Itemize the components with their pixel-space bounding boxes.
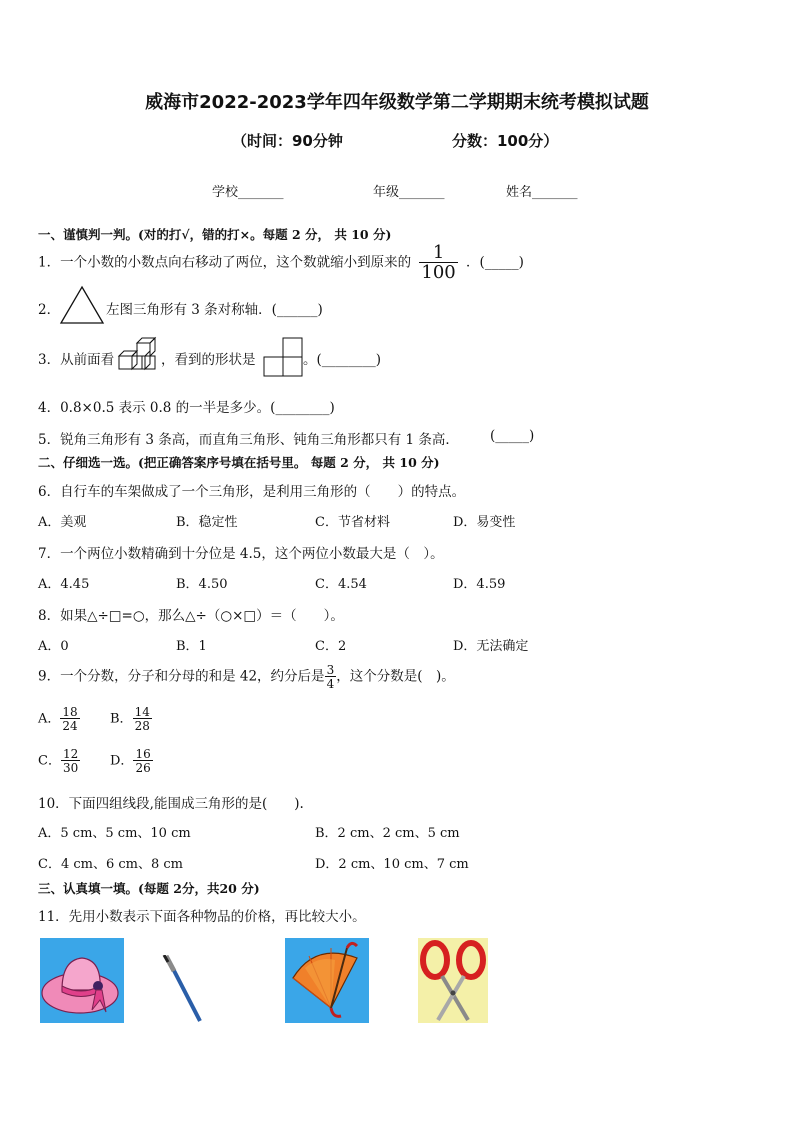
brush-picture: [162, 955, 206, 1025]
question-2-text: 左图三角形有 3 条对称轴．(______): [106, 302, 323, 318]
section-1-heading: 一、谨慎判一判。(对的打√，错的打×。每题 2 分， 共 10 分): [38, 227, 392, 242]
hat-picture: [40, 938, 124, 1023]
page-title: 威海市2022-2023学年四年级数学第二学期期末统考模拟试题: [145, 92, 649, 113]
q8-option-d: D．无法确定: [453, 639, 529, 654]
q8-option-c: C．2: [315, 639, 347, 654]
q7-option-d: D．4.59: [453, 577, 506, 592]
q7-option-b: B．4.50: [176, 577, 228, 592]
question-3-prefix: 3．从前面看: [38, 352, 115, 368]
triangle-figure: [59, 285, 105, 325]
grade-field: 年级_______: [373, 185, 445, 200]
fraction-denominator: 30: [62, 761, 79, 775]
exam-score: 分数：100分）: [452, 132, 559, 150]
question-7: 7．一个两位小数精确到十分位是 4.5，这个两位小数最大是（ ）。: [38, 546, 444, 562]
question-8: 8．如果△÷□=○，那么△÷（○×□）＝（ ）。: [38, 608, 344, 624]
question-1: [38, 244, 524, 282]
q9-option-c: [38, 748, 80, 774]
q6-option-c: C．节省材料: [315, 515, 390, 530]
question-9-prefix: 9．一个分数，分子和分母的和是 42，约分后是: [38, 668, 325, 685]
fraction-three-quarters: [325, 664, 337, 690]
question-9: [38, 664, 455, 690]
question-5-answer-blank: (_____): [490, 428, 535, 444]
fraction-denominator: 24: [62, 719, 78, 733]
fraction-numerator: 12: [62, 747, 79, 761]
q9-option-b: [110, 706, 152, 732]
q6-option-b: B．稳定性: [176, 515, 238, 530]
q6-option-a: A．美观: [38, 515, 87, 530]
q7-option-a: A．4.45: [38, 577, 90, 592]
q10-option-b: B．2 cm、2 cm、5 cm: [315, 826, 460, 841]
question-2-number: 2．: [38, 302, 61, 318]
question-1-text: 1．一个小数的小数点向右移动了两位，这个数就缩小到原来的: [38, 254, 412, 271]
q10-option-a: A．5 cm、5 cm、10 cm: [38, 826, 191, 841]
q6-option-d: D．易变性: [453, 515, 516, 530]
option-fraction: [133, 706, 152, 732]
scissors-picture: [418, 938, 488, 1023]
question-4: 4．0.8×0.5 表示 0.8 的一半是多少。(________): [38, 400, 335, 416]
fraction-numerator: 18: [62, 705, 78, 719]
front-view-figure: [263, 337, 303, 377]
q10-option-d: D．2 cm、10 cm、7 cm: [315, 857, 469, 872]
question-9-tail: ，这个分数是( )。: [336, 668, 455, 685]
question-1-answer-blank: ．(_____): [466, 254, 524, 271]
q8-option-b: B．1: [176, 639, 207, 654]
fraction-denominator: 100: [421, 262, 456, 283]
q9-option-d: [110, 748, 153, 774]
q7-option-c: C．4.54: [315, 577, 367, 592]
option-fraction: [60, 706, 79, 732]
school-field: 学校_______: [212, 185, 284, 200]
question-3-answer-blank: 。(________): [303, 352, 382, 368]
cube-stack-figure: [116, 336, 158, 374]
fraction-numerator: 16: [135, 747, 151, 761]
fraction-denominator: 4: [326, 677, 335, 691]
question-5: 5．锐角三角形有 3 条高，而直角三角形、钝角三角形都只有 1 条高．: [38, 432, 459, 448]
option-label: D．: [110, 753, 134, 769]
question-11: 11．先用小数表示下面各种物品的价格，再比较大小。: [38, 909, 366, 925]
fraction-denominator: 28: [134, 719, 150, 733]
fraction-numerator: 3: [326, 663, 335, 677]
q8-option-a: A．0: [38, 639, 69, 654]
option-label: C．: [38, 753, 61, 769]
option-label: B．: [110, 711, 133, 727]
option-fraction: [61, 748, 80, 774]
q9-option-a: [38, 706, 80, 732]
option-label: A．: [38, 711, 61, 727]
section-3-heading: 三、认真填一填。(每题 2分，共20 分): [38, 881, 260, 896]
option-fraction: [133, 748, 152, 774]
section-2-heading: 二、仔细选一选。(把正确答案序号填在括号里。 每题 2 分， 共 10 分): [38, 455, 440, 470]
fraction-one-hundredth: [419, 244, 457, 282]
q10-option-c: C．4 cm、6 cm、8 cm: [38, 857, 183, 872]
question-3-middle: ，看到的形状是: [161, 352, 256, 368]
question-6: 6．自行车的车架做成了一个三角形，是利用三角形的（ ）的特点。: [38, 484, 466, 500]
fraction-numerator: 14: [134, 705, 150, 719]
exam-time: （时间：90分钟: [232, 132, 343, 150]
fraction-denominator: 26: [135, 761, 151, 775]
fraction-numerator: 1: [432, 242, 445, 263]
question-10: 10．下面四组线段,能围成三角形的是( ).: [38, 796, 304, 812]
name-field: 姓名_______: [506, 185, 578, 200]
umbrella-picture: [285, 938, 369, 1023]
